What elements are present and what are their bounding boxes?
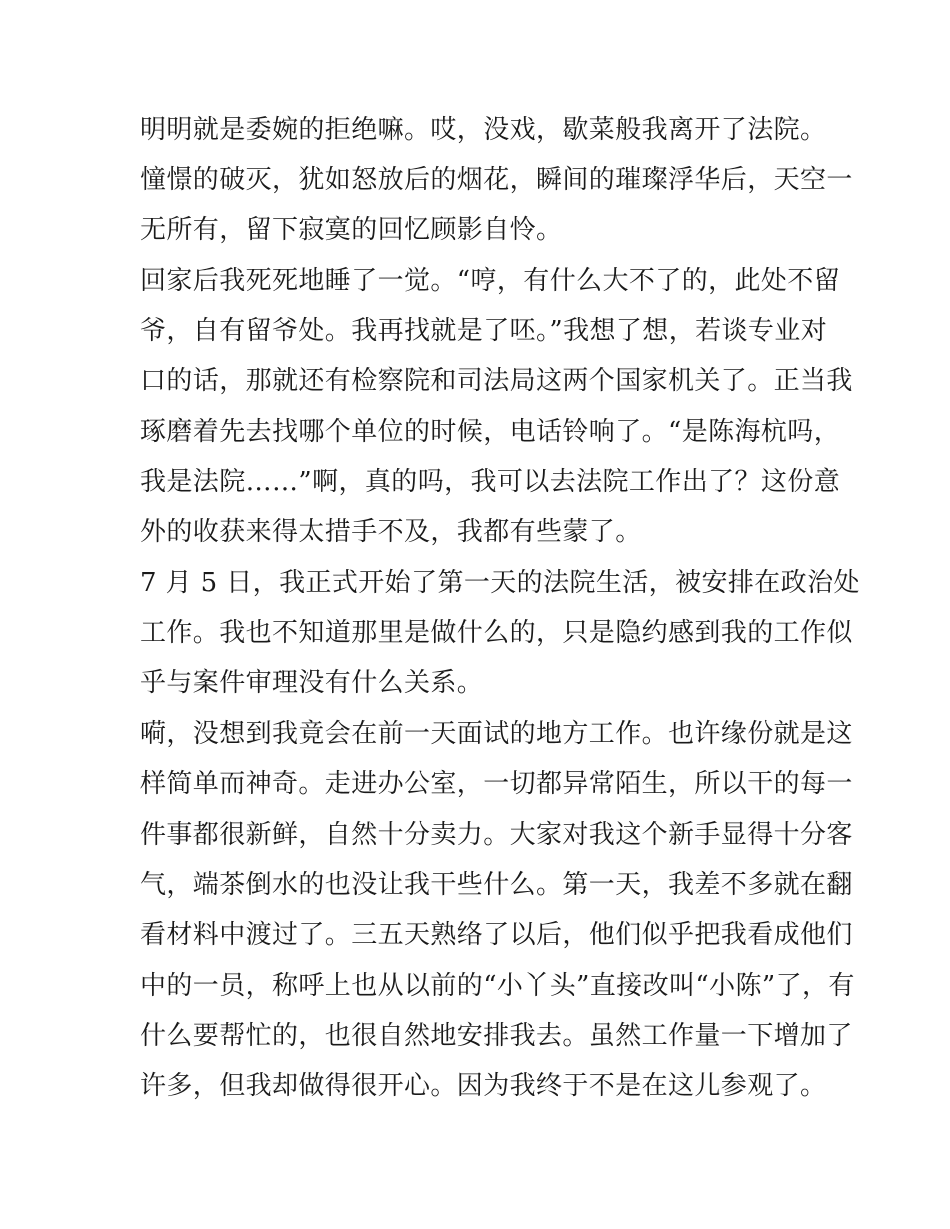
text-line: 琢磨着先去找哪个单位的时候，电话铃响了。“是陈海杭吗，	[140, 417, 841, 447]
text-line: 嗬，没想到我竟会在前一天面试的地方工作。也许缘份就是这	[140, 719, 853, 749]
text-line: 回家后我死死地睡了一觉。“哼，有什么大不了的，此处不留	[140, 266, 841, 296]
text-line: 工作。我也不知道那里是做什么的，只是隐约感到我的工作似	[140, 618, 853, 648]
text-line: 看材料中渡过了。三五天熟络了以后，他们似乎把我看成他们	[140, 920, 853, 950]
text-line: 中的一员，称呼上也从以前的“小丫头”直接改叫“小陈”了，有	[140, 971, 855, 1001]
text-line: 我是法院……”啊，真的吗，我可以去法院工作出了？这份意	[140, 467, 841, 497]
text-line: 样简单而神奇。走进办公室，一切都异常陌生，所以干的每一	[140, 769, 853, 799]
text-line: 乎与案件审理没有什么关系。	[140, 668, 484, 698]
text-line: 憧憬的破灭，犹如怒放后的烟花，瞬间的璀璨浮华后，天空一	[140, 165, 853, 195]
text-line: 件事都很新鲜，自然十分卖力。大家对我这个新手显得十分客	[140, 820, 853, 850]
text-line: 明明就是委婉的拒绝嘛。哎，没戏，歇菜般我离开了法院。	[140, 115, 827, 145]
text-line: 外的收获来得太措手不及，我都有些蒙了。	[140, 517, 642, 547]
text-line: 7 月 5 日，我正式开始了第一天的法院生活，被安排在政治处	[140, 568, 860, 598]
text-line: 无所有，留下寂寞的回忆顾影自怜。	[140, 215, 563, 245]
text-line: 许多，但我却做得很开心。因为我终于不是在这儿参观了。	[140, 1071, 827, 1101]
text-line: 口的话，那就还有检察院和司法局这两个国家机关了。正当我	[140, 366, 853, 396]
text-line: 什么要帮忙的，也很自然地安排我去。虽然工作量一下增加了	[140, 1021, 853, 1051]
text-line: 气，端茶倒水的也没让我干些什么。第一天，我差不多就在翻	[140, 870, 853, 900]
text-line: 爷，自有留爷处。我再找就是了呸。”我想了想，若谈专业对	[140, 316, 828, 346]
